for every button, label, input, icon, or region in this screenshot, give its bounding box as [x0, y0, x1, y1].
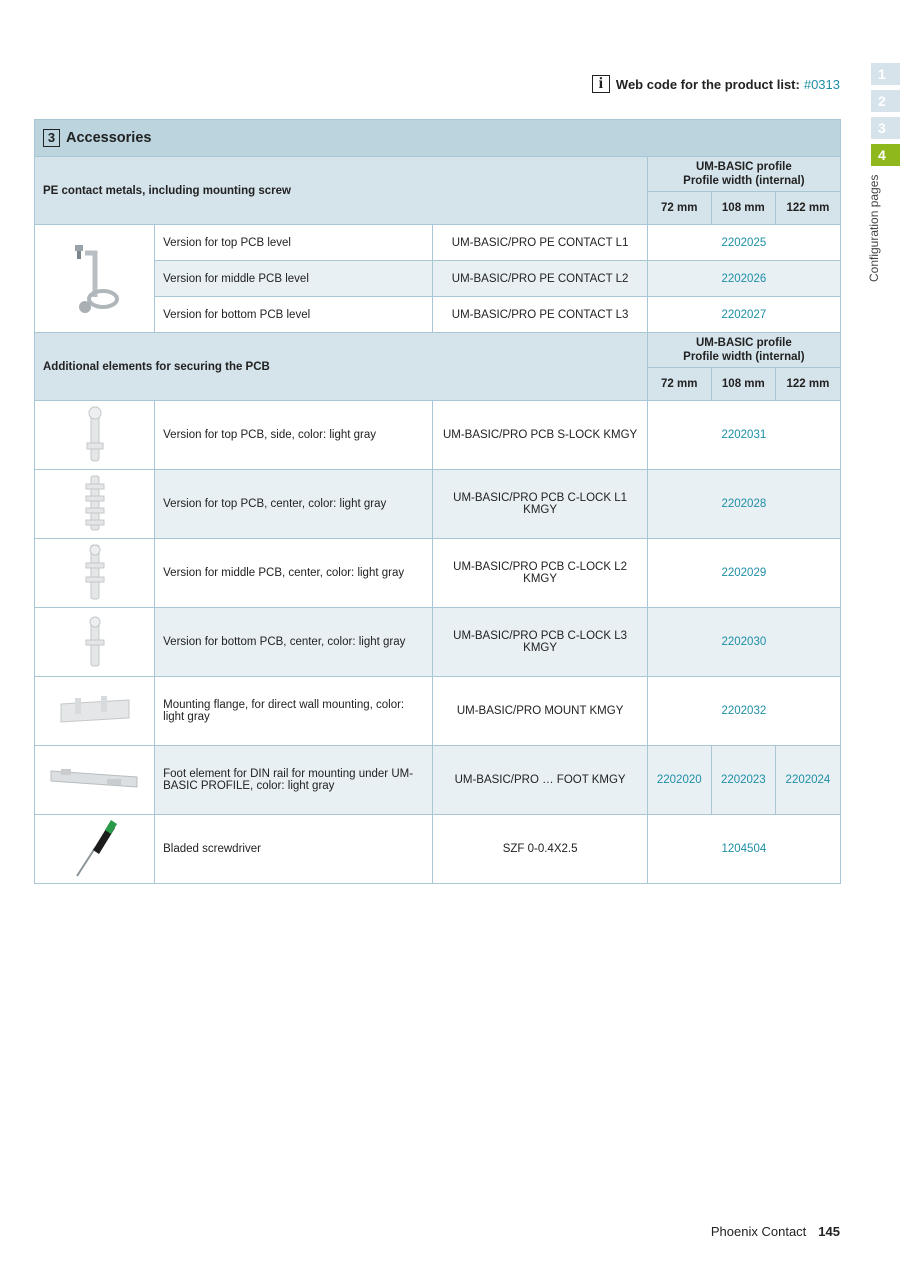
- width-122: 122 mm: [775, 192, 840, 225]
- pe-contact-type: UM-BASIC/PRO PE CONTACT L1: [433, 225, 647, 261]
- section-number: 3: [43, 129, 60, 147]
- pe-contact-desc: Version for top PCB level: [155, 225, 433, 261]
- c-lock-l2-image: [35, 539, 155, 608]
- profile-header-line1: UM-BASIC profile: [695, 161, 792, 173]
- chapter-tab-4[interactable]: 4: [871, 144, 900, 166]
- pe-contact-type: UM-BASIC/PRO PE CONTACT L2: [433, 261, 647, 297]
- side-section-label: Configuration pages: [867, 174, 881, 282]
- lock-code[interactable]: 2202028: [647, 470, 840, 539]
- pe-contact-code[interactable]: 2202027: [647, 297, 840, 333]
- accessories-table: [34, 119, 841, 884]
- mount-flange-illustration: [55, 690, 135, 730]
- lock-desc: Version for top PCB, side, color: light gray: [155, 401, 433, 470]
- foot-desc: Foot element for DIN rail for mounting under UM-BASIC PROFILE, color: light gray: [155, 746, 433, 815]
- profile-header: [647, 333, 840, 368]
- profile-header-line2: Profile width (internal): [683, 175, 805, 187]
- width-108: 108 mm: [711, 192, 775, 225]
- lock-code[interactable]: 2202030: [647, 608, 840, 677]
- flange-type: UM-BASIC/PRO MOUNT KMGY: [433, 677, 647, 746]
- c-lock-l3-image: [35, 608, 155, 677]
- screwdriver-desc: Bladed screwdriver: [155, 815, 433, 884]
- screwdriver-type: SZF 0-0.4X2.5: [433, 815, 647, 884]
- width-108: 108 mm: [711, 368, 775, 401]
- width-72: 72 mm: [647, 192, 711, 225]
- pe-contact-type: UM-BASIC/PRO PE CONTACT L3: [433, 297, 647, 333]
- foot-element-image: [35, 746, 155, 815]
- section-title: Accessories: [66, 130, 152, 146]
- lock-desc: Version for top PCB, center, color: light gray: [155, 470, 433, 539]
- pe-contact-image: [35, 225, 155, 333]
- info-icon: i: [592, 75, 610, 93]
- screwdriver-image: [35, 815, 155, 884]
- lock-type: UM-BASIC/PRO PCB C-LOCK L1 KMGY: [433, 470, 647, 539]
- foot-element-illustration: [47, 759, 143, 799]
- lock-desc: Version for middle PCB, center, color: light gray: [155, 539, 433, 608]
- group-title-pe-contact: PE contact metals, including mounting screw: [35, 157, 648, 225]
- pe-contact-code[interactable]: 2202026: [647, 261, 840, 297]
- page-footer: [711, 1224, 840, 1239]
- group-title-securing: Additional elements for securing the PCB: [35, 333, 648, 401]
- lock-desc: Version for bottom PCB, center, color: light gray: [155, 608, 433, 677]
- foot-code-72[interactable]: 2202020: [647, 746, 711, 815]
- chapter-tab-3[interactable]: 3: [871, 117, 900, 139]
- lock-type: UM-BASIC/PRO PCB S-LOCK KMGY: [433, 401, 647, 470]
- c-lock-l2-illustration: [80, 541, 110, 603]
- foot-code-122[interactable]: 2202024: [775, 746, 840, 815]
- section-heading: [35, 120, 841, 157]
- foot-type: UM-BASIC/PRO … FOOT KMGY: [433, 746, 647, 815]
- lock-code[interactable]: 2202031: [647, 401, 840, 470]
- mount-flange-image: [35, 677, 155, 746]
- foot-code-108[interactable]: 2202023: [711, 746, 775, 815]
- s-lock-image: [35, 401, 155, 470]
- footer-brand: Phoenix Contact: [710, 1224, 807, 1239]
- profile-header-line2: Profile width (internal): [683, 351, 805, 363]
- pe-contact-desc: Version for bottom PCB level: [155, 297, 433, 333]
- chapter-tab-2[interactable]: 2: [871, 90, 900, 112]
- c-lock-l1-illustration: [80, 472, 110, 534]
- webcode-line: [592, 75, 840, 93]
- webcode-link[interactable]: #0313: [803, 76, 840, 92]
- lock-type: UM-BASIC/PRO PCB C-LOCK L3 KMGY: [433, 608, 647, 677]
- c-lock-l3-illustration: [80, 610, 110, 672]
- pe-contact-desc: Version for middle PCB level: [155, 261, 433, 297]
- s-lock-illustration: [80, 403, 110, 465]
- screwdriver-code[interactable]: 1204504: [647, 815, 840, 884]
- page-number: 145: [818, 1224, 840, 1239]
- profile-header: [647, 157, 840, 192]
- profile-header-line1: UM-BASIC profile: [695, 337, 792, 349]
- chapter-tab-1[interactable]: 1: [871, 63, 900, 85]
- screwdriver-illustration: [65, 816, 125, 880]
- flange-desc: Mounting flange, for direct wall mounting, color: light gray: [155, 677, 433, 746]
- lock-code[interactable]: 2202029: [647, 539, 840, 608]
- flange-code[interactable]: 2202032: [647, 677, 840, 746]
- c-lock-l1-image: [35, 470, 155, 539]
- width-72: 72 mm: [647, 368, 711, 401]
- pe-contact-illustration: [65, 237, 125, 317]
- pe-contact-code[interactable]: 2202025: [647, 225, 840, 261]
- width-122: 122 mm: [775, 368, 840, 401]
- chapter-tabs: [871, 63, 900, 171]
- lock-type: UM-BASIC/PRO PCB C-LOCK L2 KMGY: [433, 539, 647, 608]
- webcode-label: Web code for the product list:: [615, 76, 800, 92]
